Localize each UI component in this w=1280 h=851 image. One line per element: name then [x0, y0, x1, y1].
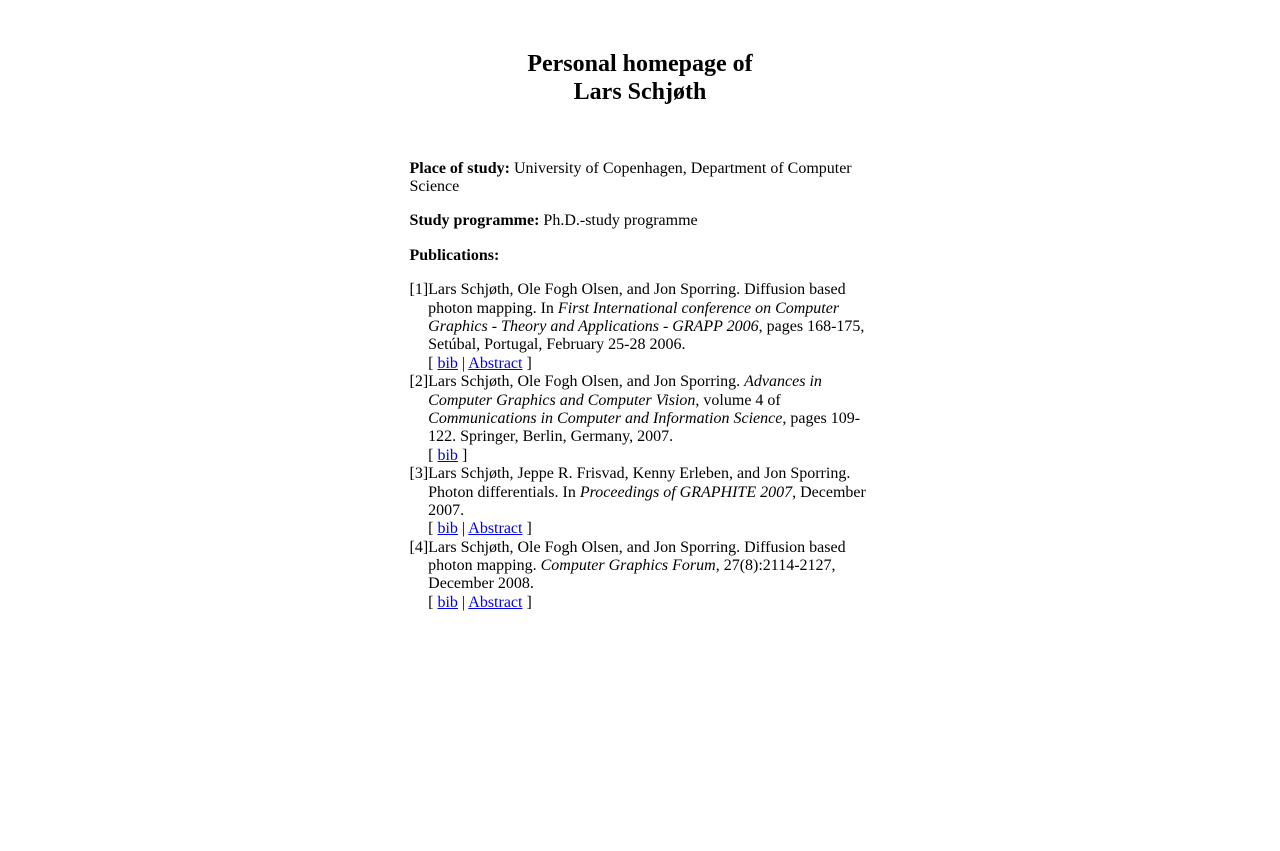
page-title-line2: Lars Schjøth: [573, 78, 707, 105]
publication-row: [410, 539, 871, 613]
publication-venue: Communications in Computer and Information Science: [428, 409, 783, 427]
publication-number: [1]: [409, 281, 429, 299]
publication-text: [428, 373, 870, 465]
publication-text: [428, 539, 870, 613]
page-title-line1: Personal homepage of: [527, 51, 753, 77]
publication-number: [4]: [409, 538, 429, 556]
links-close-bracket: ]: [522, 520, 532, 538]
place-of-study-label: Place of study:: [409, 159, 510, 177]
bib-link[interactable]: bib: [437, 520, 458, 538]
publication-venue: First International conference on Computer Graphics - Theory and Applications - GRAPP 2006: [428, 299, 840, 335]
links-separator: |: [457, 520, 469, 538]
place-of-study-value: University of Copenhagen, Department of Computer Science: [409, 159, 852, 196]
publication-citation-text: , pages 168-175, Setúbal, Portugal, February 25-28 2006.: [428, 318, 865, 354]
links-close-bracket: ]: [522, 354, 532, 372]
publication-citation-text: Lars Schjøth, Ole Fogh Olsen, and Jon Sporring. Diffusion based photon mapping. In: [428, 281, 846, 317]
links-open-bracket: [: [428, 593, 438, 611]
abstract-link[interactable]: Abstract: [468, 593, 523, 611]
study-programme-value: Ph.D.-study programme: [543, 212, 698, 230]
publication-citation-text: Lars Schjøth, Ole Fogh Olsen, and Jon Sporring.: [428, 373, 745, 391]
publication-venue: Proceedings of GRAPHITE 2007: [579, 483, 793, 501]
abstract-link[interactable]: Abstract: [468, 354, 523, 372]
publication-row: [410, 373, 871, 465]
publications-heading: [410, 247, 871, 265]
publications-table: [410, 281, 871, 612]
study-programme: [410, 212, 871, 230]
page: [410, 51, 871, 612]
study-programme-label: Study programme:: [409, 212, 540, 230]
links-separator: |: [457, 593, 469, 611]
publication-venue: Computer Graphics Forum: [540, 557, 716, 575]
links-open-bracket: [: [428, 354, 438, 372]
links-close-bracket: ]: [457, 446, 468, 464]
publication-citation-text: , volume 4 of: [695, 391, 781, 409]
publication-citation-text: Lars Schjøth, Ole Fogh Olsen, and Jon Sporring. Diffusion based photon mapping.: [428, 538, 846, 575]
publication-citation-text: Lars Schjøth, Jeppe R. Frisvad, Kenny Erleben, and Jon Sporring. Photon differentials. In: [428, 465, 851, 501]
links-open-bracket: [: [428, 520, 438, 538]
publication-text: [428, 281, 870, 373]
publication-number: [2]: [409, 373, 429, 391]
publication-row: [410, 465, 871, 539]
publication-number: [3]: [409, 465, 429, 483]
publication-citation-text: , December 2007.: [428, 483, 866, 519]
links-close-bracket: ]: [522, 593, 532, 611]
links-open-bracket: [: [428, 446, 438, 464]
publication-citation-text: , pages 109-122. Springer, Berlin, Germany, 2007.: [428, 409, 861, 446]
publication-citation-text: , 27(8):2114-2127, December 2008.: [428, 557, 836, 593]
bib-link[interactable]: bib: [437, 354, 458, 372]
links-separator: |: [457, 354, 469, 372]
publications-label: Publications:: [409, 246, 500, 264]
publication-row: [410, 281, 871, 373]
abstract-link[interactable]: Abstract: [468, 520, 523, 538]
publication-text: [428, 465, 870, 539]
publication-venue: Advances in Computer Graphics and Computer Vision: [428, 373, 822, 409]
page-title: [410, 51, 871, 107]
bib-link[interactable]: bib: [437, 446, 458, 464]
bib-link[interactable]: bib: [437, 593, 458, 611]
place-of-study: [410, 160, 871, 197]
